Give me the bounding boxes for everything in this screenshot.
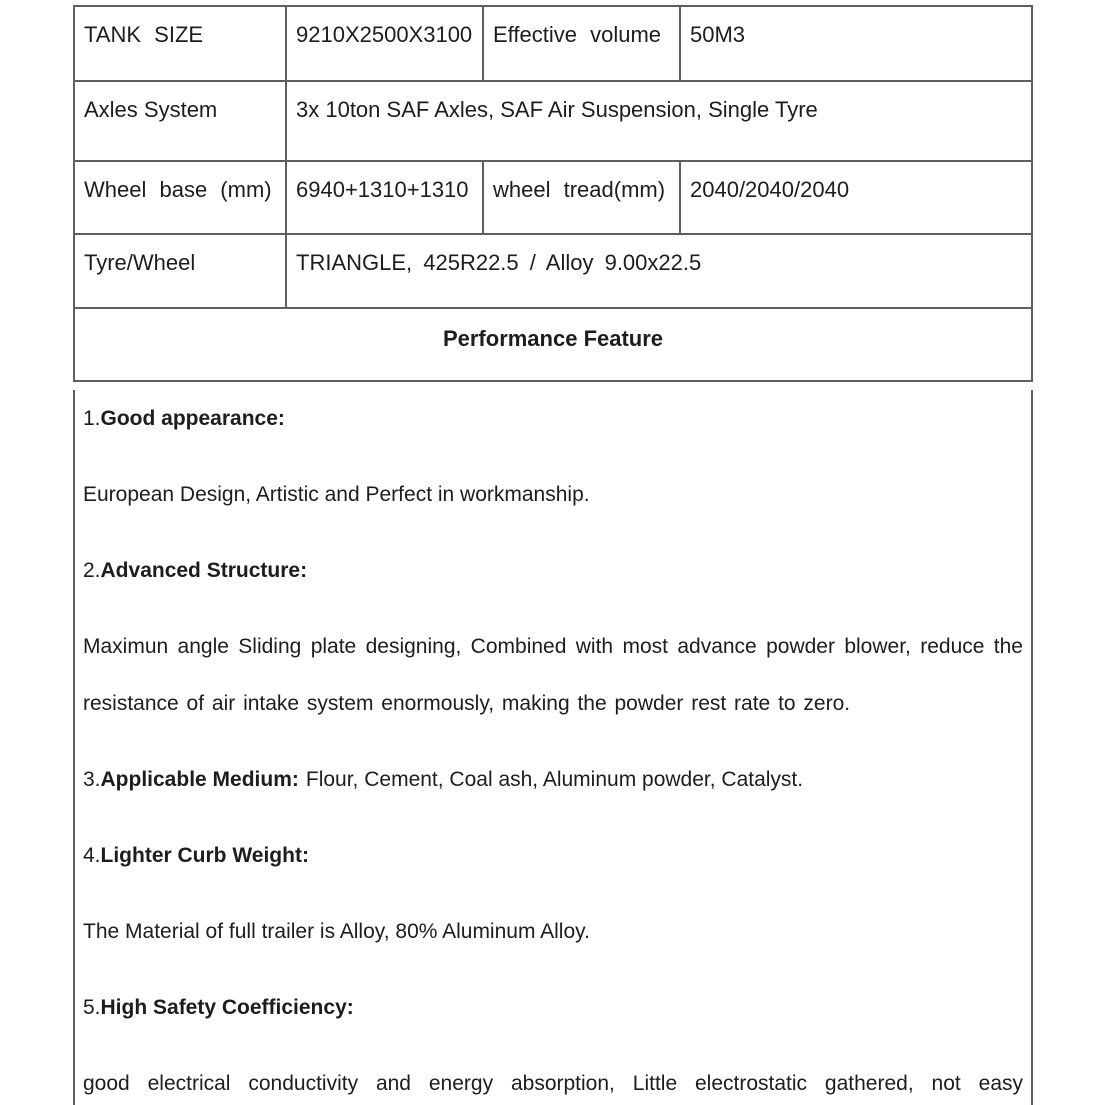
axles-system-value: 3x 10ton SAF Axles, SAF Air Suspension, Single Tyre: [285, 82, 1031, 160]
feature-4-heading: [83, 827, 1023, 884]
performance-feature-body: [73, 390, 1033, 1105]
tyre-wheel-label: Tyre/Wheel: [84, 250, 196, 275]
wheel-tread-value: 2040/2040/2040: [679, 162, 1031, 233]
feature-1-number: 1.: [83, 407, 101, 430]
feature-5-description: good electrical conductivity and energy absorption, Little electrostatic gathered, not easy: [83, 1072, 1023, 1095]
wheel-base-label: Wheel base (mm): [84, 177, 272, 202]
feature-2-heading: [83, 542, 1023, 599]
feature-4-title: Lighter Curb Weight:: [100, 844, 309, 867]
effective-volume-value: 50M3: [679, 7, 1031, 80]
feature-4-number: 4.: [83, 844, 101, 867]
feature-5-title: High Safety Coefficiency:: [100, 996, 354, 1019]
feature-5-heading: [83, 979, 1023, 1036]
table-row-section-header: [75, 307, 1031, 380]
table-row-axles-system: [75, 80, 1031, 160]
wheel-base-value: 6940+1310+1310: [285, 162, 482, 233]
feature-2-title: Advanced Structure:: [100, 559, 308, 582]
tank-size-label: TANK SIZE: [84, 22, 204, 47]
feature-3-description: Flour, Cement, Coal ash, Aluminum powder, Catalyst.: [305, 768, 804, 791]
performance-feature-header: Performance Feature: [442, 326, 664, 351]
effective-volume-label: Effective volume: [482, 7, 679, 80]
axles-system-label: Axles System: [84, 97, 218, 122]
feature-2-number: 2.: [83, 559, 101, 582]
wheel-tread-label: wheel tread(mm): [482, 162, 679, 233]
tank-size-value: 9210X2500X3100: [285, 7, 482, 80]
spec-table: [73, 5, 1033, 382]
feature-1-title: Good appearance:: [100, 407, 285, 430]
feature-1-description: European Design, Artistic and Perfect in workmanship.: [83, 483, 590, 506]
feature-1-heading: [83, 390, 1023, 447]
feature-2-description: Maximun angle Sliding plate designing, Combined with most advance powder blower, reduce the resistance of air intake system enormously, making the powder rest rate to zero.: [83, 635, 1023, 715]
table-row-tyre-wheel: [75, 233, 1031, 307]
feature-4-description: The Material of full trailer is Alloy, 80% Aluminum Alloy.: [83, 920, 590, 943]
feature-3-heading: [83, 751, 1023, 808]
feature-3-title: Applicable Medium:: [100, 768, 299, 791]
feature-5-number: 5.: [83, 996, 101, 1019]
table-row-tank-size: [75, 7, 1031, 80]
table-row-wheel-base: [75, 160, 1031, 233]
feature-3-number: 3.: [83, 768, 101, 791]
tyre-wheel-value: TRIANGLE, 425R22.5 / Alloy 9.00x22.5: [285, 235, 1031, 307]
